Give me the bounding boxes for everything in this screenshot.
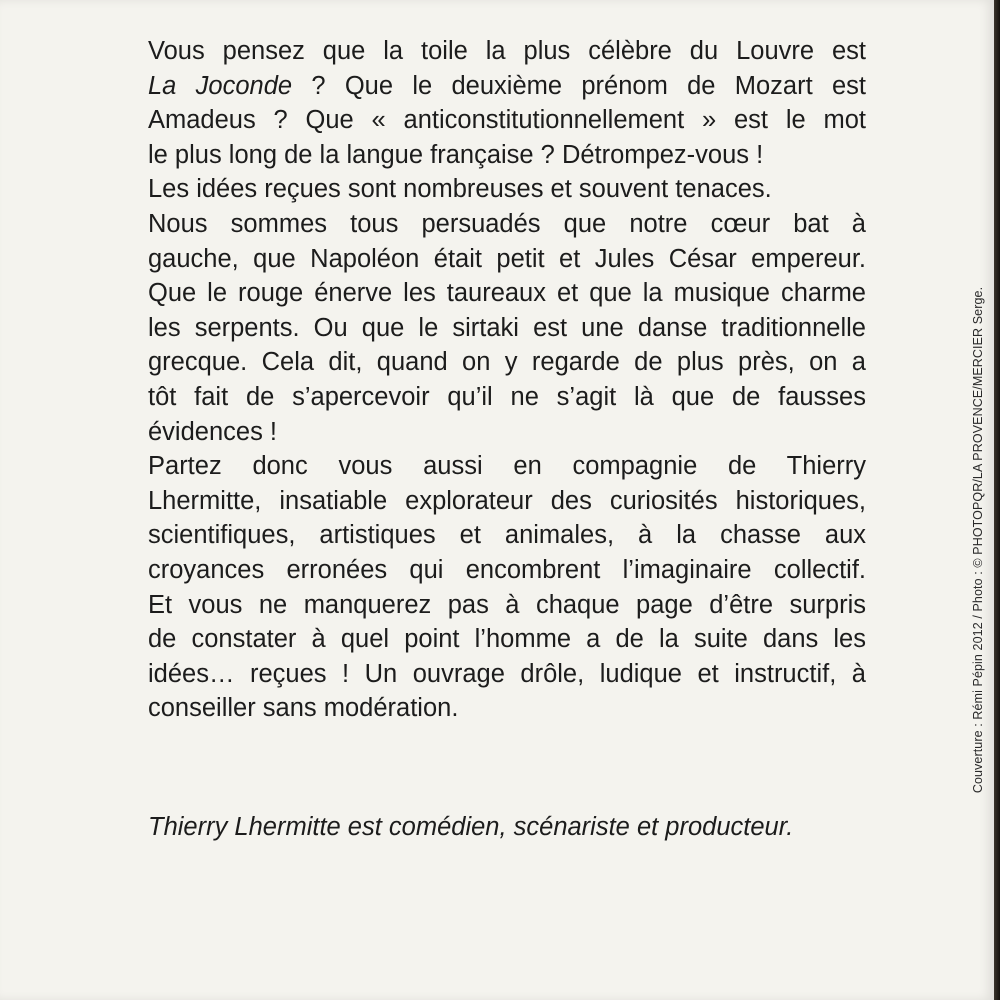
cover-credit: Couverture : Rémi Pépin 2012 / Photo : © PHOTOPQR/LA PROVENCE/MERCIER Serge.	[971, 286, 985, 794]
blurb-line-text: Partez donc vous aussi en compagnie de Thierry	[148, 452, 866, 481]
blurb-line-text: les serpents. Ou que le sirtaki est une danse traditionnelle	[148, 313, 866, 342]
blurb-line-text: de constater à quel point l’homme a de la suite dans les	[148, 625, 866, 654]
blurb-line-text: le plus long de la langue française ? Détrompez-vous !	[148, 140, 764, 169]
blurb-line	[148, 449, 866, 484]
blurb-line-text: croyances erronées qui encombrent l’imaginaire collectif.	[148, 555, 866, 584]
blurb-line-text: tôt fait de s’apercevoir qu’il ne s’agit là que de fausses	[148, 382, 866, 411]
blurb-line-text: scientifiques, artistiques et animales, à la chasse aux	[148, 521, 866, 550]
blurb-line-text: Les idées reçues sont nombreuses et souvent tenaces.	[148, 175, 772, 204]
blurb-line	[148, 553, 866, 588]
blurb-line-text: ? Que le deuxième prénom de Mozart est	[292, 71, 867, 100]
blurb-line	[148, 518, 866, 553]
blurb-text	[148, 34, 866, 726]
blurb-line-text: idées… reçues ! Un ouvrage drôle, ludique et instructif, à	[148, 659, 866, 688]
blurb-line	[148, 242, 866, 277]
artwork-title: La Joconde	[148, 71, 293, 100]
blurb-line-text: Nous sommes tous persuadés que notre cœur bat à	[148, 209, 866, 238]
cover-credit-container	[968, 230, 988, 850]
blurb-line	[148, 69, 866, 104]
author-note: Thierry Lhermitte est comédien, scénariste et producteur.	[148, 813, 794, 841]
blurb-line	[148, 484, 866, 519]
page-edge	[994, 0, 1000, 1000]
blurb-line-text: conseiller sans modération.	[148, 694, 459, 723]
blurb-line	[148, 138, 866, 173]
blurb-line-text: gauche, que Napoléon était petit et Jules César empereur.	[148, 244, 866, 273]
blurb-line	[148, 345, 866, 380]
blurb-line	[148, 103, 866, 138]
blurb-line	[148, 588, 866, 623]
blurb-line-text: Que le rouge énerve les taureaux et que la musique charme	[148, 279, 866, 308]
blurb-line-text: Vous pensez que la toile la plus célèbre du Louvre est	[148, 37, 866, 65]
blurb-line	[148, 34, 866, 69]
blurb-line	[148, 622, 866, 657]
blurb-line	[148, 276, 866, 311]
blurb-line	[148, 311, 866, 346]
blurb-line-text: Lhermitte, insatiable explorateur des curiosités historiques,	[148, 486, 866, 515]
blurb-line	[148, 380, 866, 415]
blurb-line-text: Amadeus ? Que « anticonstitutionnellement » est le mot	[148, 106, 866, 135]
blurb-line	[148, 415, 866, 450]
blurb-line	[148, 691, 866, 726]
blurb-line	[148, 657, 866, 692]
blurb-line-text: évidences !	[148, 417, 277, 446]
blurb-line-text: grecque. Cela dit, quand on y regarde de plus près, on a	[148, 348, 866, 377]
blurb-line	[148, 207, 866, 242]
blurb-line	[148, 172, 866, 207]
blurb-line-text: Et vous ne manquerez pas à chaque page d’être surpris	[148, 590, 866, 619]
